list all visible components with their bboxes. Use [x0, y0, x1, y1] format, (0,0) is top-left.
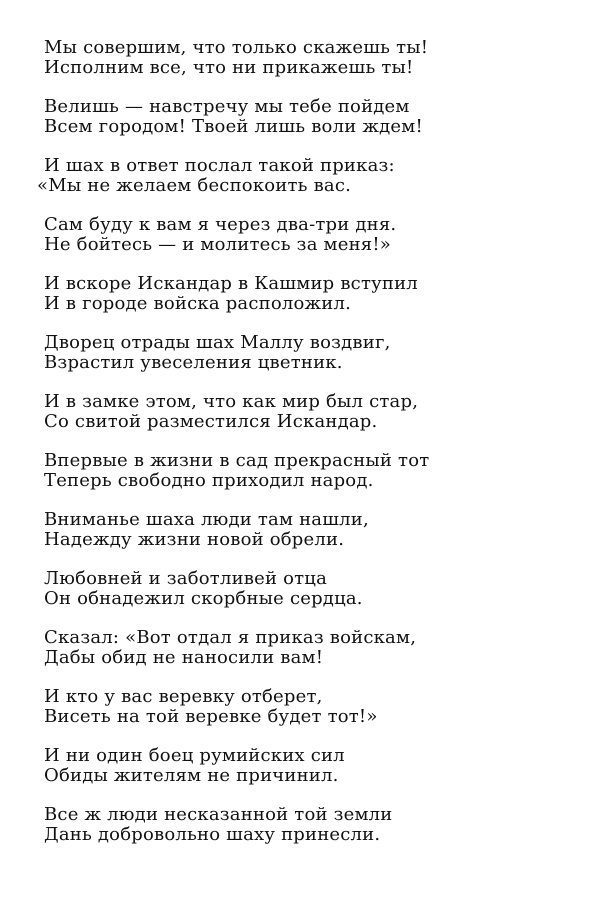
stanza: [44, 274, 584, 314]
verse-line: Исполним все, что ни прикажешь ты!: [44, 57, 414, 78]
verse-line: Дань добровольно шаху принесли.: [44, 824, 381, 845]
verse-line: Надежду жизни новой обрели.: [44, 529, 345, 550]
stanza: [44, 569, 584, 609]
verse-line: Со свитой разместился Искандар.: [44, 411, 378, 432]
verse-line: Дворец отрады шах Маллу воздвиг,: [44, 332, 391, 353]
stanza: [44, 510, 584, 550]
verse-line: И в городе войска расположил.: [44, 293, 352, 314]
stanza: [44, 333, 584, 373]
verse-line: И шах в ответ послал такой приказ:: [44, 155, 395, 176]
stanza: [44, 38, 584, 78]
stanza: [37, 155, 584, 196]
stanza: [44, 451, 584, 491]
stanza: [44, 805, 584, 845]
verse-line: Взрастил увеселения цветник.: [44, 352, 343, 373]
verse-line: Любовней и заботливей отца: [44, 568, 328, 589]
stanza: [44, 215, 584, 255]
verse-line: Вниманье шаха люди там нашли,: [44, 509, 369, 530]
verse-line: Сказал: «Вот отдал я приказ войскам,: [44, 627, 417, 648]
stanza: [44, 746, 584, 786]
stanza: [44, 97, 584, 137]
verse-line: Дабы обид не наносили вам!: [44, 647, 324, 668]
poem: [37, 37, 584, 864]
verse-line: И в замке этом, что как мир был стар,: [44, 391, 419, 412]
verse-line: Велишь — навстречу мы тебе пойдем: [44, 96, 410, 117]
verse-line: И кто у вас веревку отберет,: [44, 686, 323, 707]
verse-line: И вскоре Искандар в Кашмир вступил: [44, 273, 418, 294]
verse-line: Сам буду к вам я через два-три дня.: [44, 214, 397, 235]
stanza: [44, 687, 584, 727]
stanza: [44, 392, 584, 432]
verse-line: Теперь свободно приходил народ.: [44, 470, 374, 491]
verse-line: Обиды жителям не причинил.: [44, 765, 339, 786]
verse-line: Висеть на той веревке будет тот!»: [44, 706, 378, 727]
verse-line: Не бойтесь — и молитесь за меня!»: [44, 234, 392, 255]
verse-line: Все ж люди несказанной той земли: [44, 804, 393, 825]
verse-line: Всем городом! Твоей лишь воли ждем!: [44, 116, 423, 137]
verse-line: Мы совершим, что только скажешь ты!: [44, 37, 429, 58]
verse-line: И ни один боец румийских сил: [44, 745, 345, 766]
stanza: [44, 628, 584, 668]
verse-line: Впервые в жизни в сад прекрасный тот: [44, 450, 430, 471]
verse-line: «Мы не желаем беспокоить вас.: [37, 175, 352, 196]
verse-line: Он обнадежил скорбные сердца.: [44, 588, 363, 609]
